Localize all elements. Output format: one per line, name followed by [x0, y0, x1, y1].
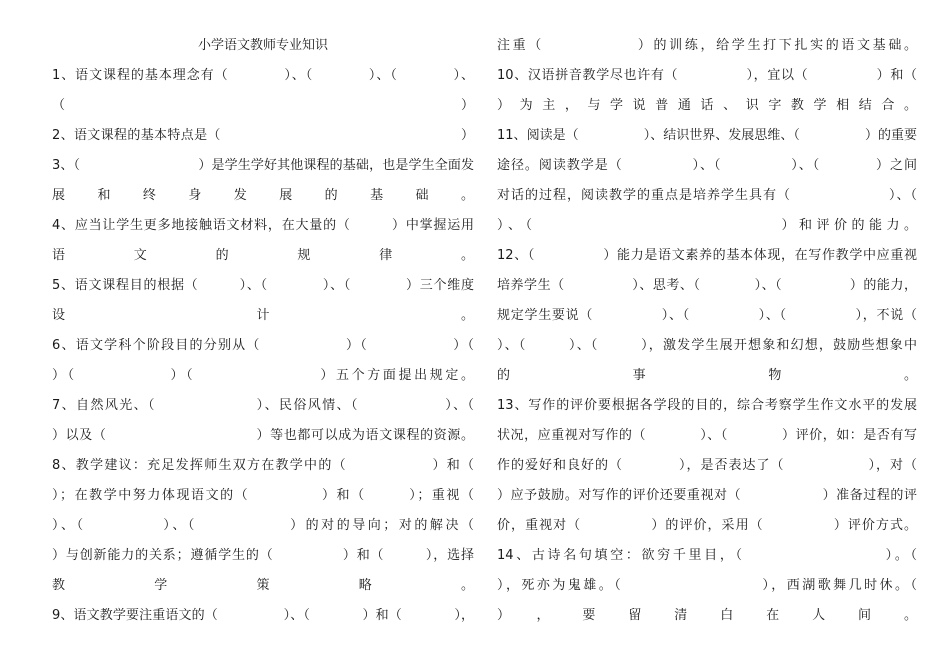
text-line: 的 事 物 。: [497, 368, 917, 383]
text-line: 注重（ ）的训练，给学生打下扎实的语文基础。: [497, 38, 917, 53]
right-column: [497, 36, 917, 636]
text-line: 14、古诗名句填空：欲穷千里目，（ ）。（: [497, 548, 917, 563]
text-line: 展 和 终 身 发 展 的 基 础 。: [52, 188, 474, 203]
text-line: 语 文 的 规 律 。: [52, 248, 474, 263]
text-line: 6、语文学科个阶段目的分别从（ ）（ ）（: [52, 338, 474, 353]
text-line: 价，重视对（ ）的评价，采用（ ）评价方式。: [497, 518, 917, 533]
text-line: ），要留清白在人间。: [497, 608, 917, 623]
text-line: ）应予鼓励。对写作的评价还要重视对（ ）准备过程的评: [497, 488, 917, 503]
text-line: 3、（ ）是学生学好其他课程的基础，也是学生全面发: [52, 158, 474, 173]
text-line: ）与创新能力的关系；遵循学生的（ ）和（ ），选择: [52, 548, 474, 563]
text-line: ）（ ）（ ）五个方面提出规定。: [52, 368, 474, 383]
text-line: 9、语文教学要注重语文的（ ）、（ ）和（ ），: [52, 608, 474, 623]
text-line: ）；在教学中努力体现语文的（ ）和（ ）；重视（: [52, 488, 474, 503]
text-line: 13、写作的评价要根据各学段的目的，综合考察学生作文水平的发展: [497, 398, 917, 413]
text-line: 2、语文课程的基本特点是（ ）: [52, 128, 474, 143]
text-line: 7、自然风光、（ ）、民俗风情、（ ）、（: [52, 398, 474, 413]
text-line: ）、（ ）、（ ），激发学生展开想象和幻想，鼓励些想象中: [497, 338, 917, 353]
text-line: 4、应当让学生更多地接触语文材料，在大量的（ ）中掌握运用: [52, 218, 474, 233]
text-line: ）为主，与学说普通话、识字教学相结合。: [497, 98, 917, 113]
text-line: 培养学生（ ）、思考、（ ）、（ ）的能力，: [497, 278, 917, 293]
text-line: ），死亦为鬼雄。（ ），西湖歌舞几时休。（: [497, 578, 917, 593]
text-line: 状况，应重视对写作的（ ）、（ ）评价，如：是否有写: [497, 428, 917, 443]
text-line: 8、教学建议：充足发挥师生双方在教学中的（ ）和（: [52, 458, 474, 473]
left-column: [52, 36, 474, 636]
text-line: ）、（ ）和评价的能力。: [497, 218, 917, 233]
document-title: 小学语文教师专业知识: [197, 38, 328, 53]
text-line: 11、阅读是（ ）、结识世界、发展思维、（ ）的重要: [497, 128, 917, 143]
text-line: （ ）: [52, 98, 474, 113]
text-line: 设 计 。: [52, 308, 474, 323]
text-line: ）以及（ ）等也都可以成为语文课程的资源。: [52, 428, 474, 443]
text-line: ）、（ ）、（ ）的对的导向；对的解决（: [52, 518, 474, 533]
text-line: 1、语文课程的基本理念有（ ）、（ ）、（ ）、: [52, 68, 474, 83]
text-line: 规定学生要说（ ）、（ ）、（ ），不说（: [497, 308, 917, 323]
text-line: 途径。阅读教学是（ ）、（ ）、（ ）之间: [497, 158, 917, 173]
text-line: 教 学 策 略 。: [52, 578, 474, 593]
text-line: 作的爱好和良好的（ ），是否表达了（ ），对（: [497, 458, 917, 473]
text-line: 12、（ ）能力是语文素养的基本体现，在写作教学中应重视: [497, 248, 917, 263]
text-line: 10、汉语拼音教学尽也许有（ ），宜以（ ）和（: [497, 68, 917, 83]
text-line: 5、语文课程目的根据（ ）、（ ）、（ ）三个维度: [52, 278, 474, 293]
text-line: 对话的过程，阅读教学的重点是培养学生具有（ ）、（: [497, 188, 917, 203]
